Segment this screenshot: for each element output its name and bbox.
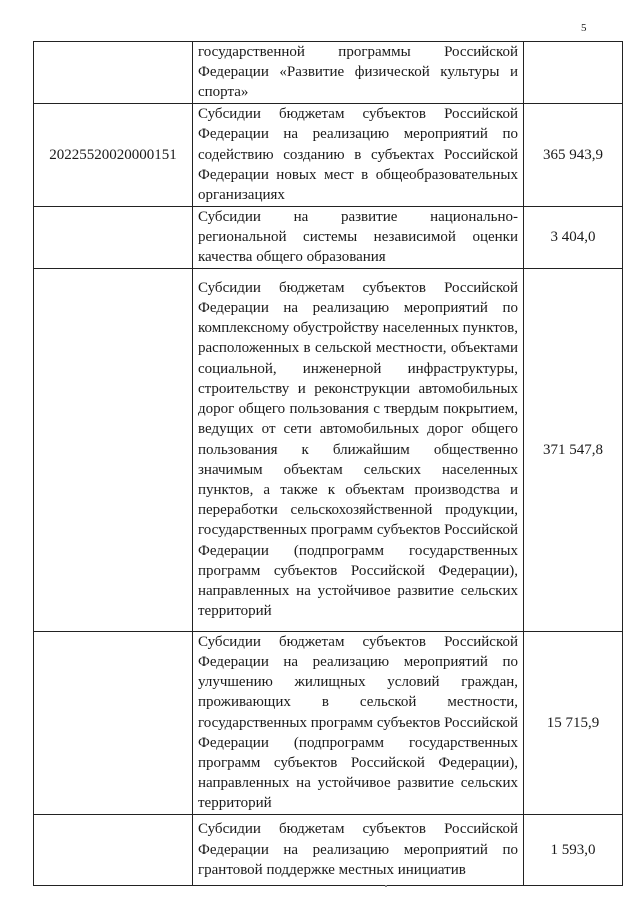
page-number: 5 [581, 22, 587, 34]
budget-code-cell [34, 42, 193, 104]
budget-code-cell [34, 631, 193, 814]
amount-cell: 371 547,8 [524, 268, 623, 631]
table-row [34, 814, 623, 885]
budget-table [33, 41, 623, 886]
amount-cell: 15 715,9 [524, 631, 623, 814]
description-cell: Субсидии бюджетам субъектов Российской Федерации на реализацию мероприятий по грантовой поддержке местных инициатив [193, 814, 524, 885]
table-row [34, 206, 623, 268]
budget-code-cell [34, 206, 193, 268]
budget-code-cell [34, 814, 193, 885]
amount-cell [524, 42, 623, 104]
table-row [34, 631, 623, 814]
description-cell: государственной программы Российской Федерации «Развитие физической культуры и спорта» [193, 42, 524, 104]
scan-speck [385, 885, 387, 887]
description-cell: Субсидии на развитие национально-региональной системы независимой оценки качества общего образования [193, 206, 524, 268]
description-cell: Субсидии бюджетам субъектов Российской Федерации на реализацию мероприятий по комплексному обустройству населенных пунктов, расположенных в сельской местности, объектами социальной, инженерной инфраструктуры, строительству и реконструкции автомобильных дорог общего пользования с твердым покрытием, ведущих от сети автомобильных дорог общего пользования к ближайшим общественно значимым объектам сельских населенных пунктов, а также к объектам производства и переработки сельскохозяйственной продукции, государственных программ субъектов Российской Федерации (подпрограмм государственных программ субъектов Российской Федерации), направленных на устойчивое развитие сельских территорий [193, 268, 524, 631]
table-row [34, 268, 623, 631]
description-cell: Субсидии бюджетам субъектов Российской Федерации на реализацию мероприятий по улучшению жилищных условий граждан, проживающих в сельской местности, государственных программ субъектов Российской Федерации (подпрограмм государственных программ субъектов Российской Федерации), направленных на устойчивое развитие сельских территорий [193, 631, 524, 814]
budget-code-cell [34, 268, 193, 631]
description-cell: Субсидии бюджетам субъектов Российской Федерации на реализацию мероприятий по содействию созданию в субъектах Российской Федерации новых мест в общеобразовательных организациях [193, 103, 524, 206]
amount-cell: 1 593,0 [524, 814, 623, 885]
budget-code-cell: 20225520020000151 [34, 103, 193, 206]
amount-cell: 3 404,0 [524, 206, 623, 268]
table-row [34, 103, 623, 206]
amount-cell: 365 943,9 [524, 103, 623, 206]
table-row [34, 42, 623, 104]
